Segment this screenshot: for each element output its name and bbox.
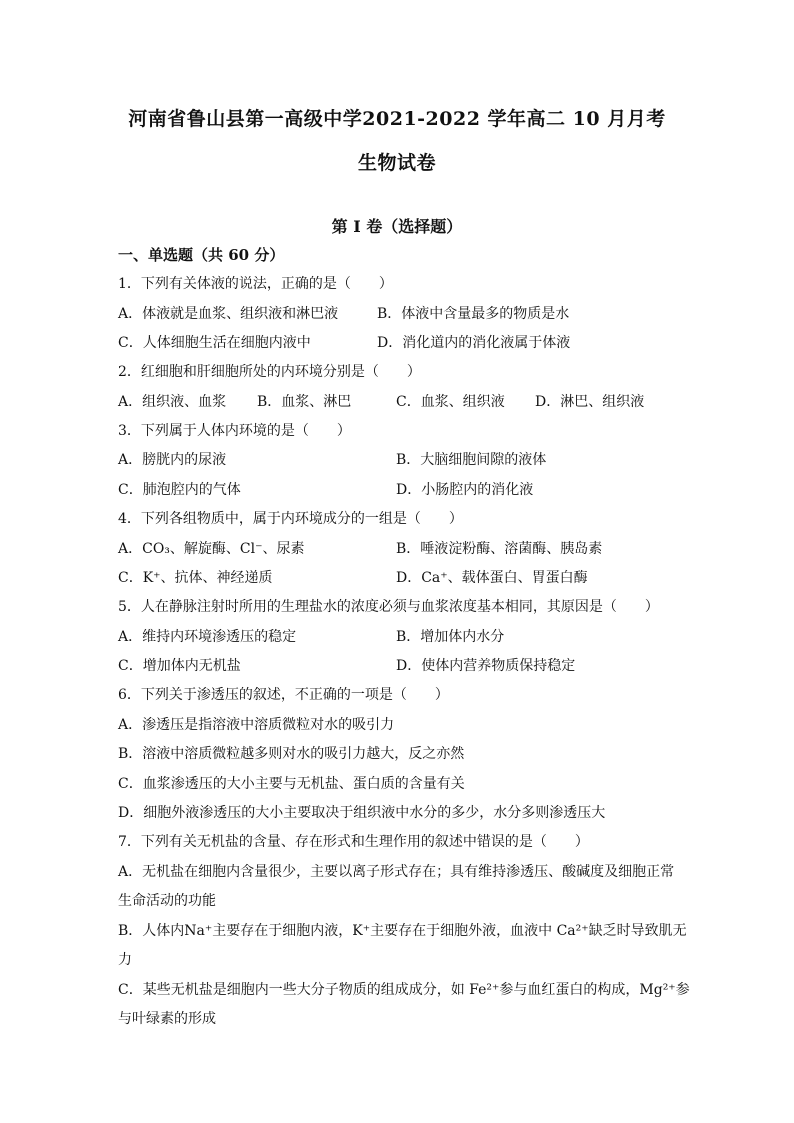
question-2-option-a: A．组织液、血浆: [118, 394, 227, 410]
question-1-stem: 1．下列有关体液的说法，正确的是（ ）: [118, 276, 393, 292]
question-5-option-d: D．使体内营养物质保持稳定: [396, 658, 576, 674]
section-heading: 第 I 卷（选择题）: [331, 217, 463, 236]
question-1-option-a: A．体液就是血浆、组织液和淋巴液: [118, 306, 339, 322]
question-5-stem: 5．人在静脉注射时所用的生理盐水的浓度必须与血浆浓度基本相同，其原因是（ ）: [118, 599, 659, 615]
question-3-stem: 3．下列属于人体内环境的是（ ）: [118, 423, 351, 439]
question-5-option-a: A．维持内环境渗透压的稳定: [118, 629, 297, 645]
exam-title: 河南省鲁山县第一高级中学2021-2022 学年高二 10 月月考: [128, 108, 666, 130]
question-7-option-a-line1: A．无机盐在细胞内含量很少，主要以离子形式存在；具有维持渗透压、酸碱度及细胞正常: [118, 864, 675, 880]
question-7-option-c-line2: 与叶绿素的形成: [118, 1011, 216, 1027]
part-heading: 一、单选题（共 60 分）: [118, 246, 285, 264]
question-6-stem: 6．下列关于渗透压的叙述，不正确的一项是（ ）: [118, 687, 449, 703]
question-6-option-b: B．溶液中溶质微粒越多则对水的吸引力越大，反之亦然: [118, 746, 465, 762]
question-4-option-a: A．CO₃、解旋酶、Cl⁻、尿素: [118, 541, 305, 557]
question-6-option-d: D．细胞外液渗透压的大小主要取决于组织液中水分的多少，水分多则渗透压大: [118, 805, 606, 821]
question-7-option-a-line2: 生命活动的功能: [118, 893, 216, 909]
question-7-option-b-line1: B．人体内Na⁺主要存在于细胞内液，K⁺主要存在于细胞外液，血液中 Ca²⁺缺乏时导致肌无: [118, 923, 687, 939]
question-4-option-c: C．K⁺、抗体、神经递质: [118, 570, 273, 586]
question-2-option-d: D．淋巴、组织液: [535, 394, 645, 410]
question-7-stem: 7．下列有关无机盐的含量、存在形式和生理作用的叙述中错误的是（ ）: [118, 834, 589, 850]
question-3-option-b: B．大脑细胞间隙的液体: [396, 452, 547, 468]
question-5-option-c: C．增加体内无机盐: [118, 658, 241, 674]
exam-subtitle: 生物试卷: [357, 152, 436, 174]
question-4-stem: 4．下列各组物质中，属于内环境成分的一组是（ ）: [118, 511, 463, 527]
question-7-option-c-line1: C．某些无机盐是细胞内一些大分子物质的组成成分，如 Fe²⁺参与血红蛋白的构成，Mg²⁺参: [118, 982, 690, 998]
question-1-option-d: D．消化道内的消化液属于体液: [377, 335, 571, 351]
question-7-option-b-line2: 力: [118, 952, 132, 968]
question-1-option-b: B．体液中含量最多的物质是水: [377, 306, 570, 322]
question-3-option-d: D．小肠腔内的消化液: [396, 482, 534, 498]
question-6-option-a: A．渗透压是指溶液中溶质微粒对水的吸引力: [118, 717, 395, 733]
question-2-option-b: B．血浆、淋巴: [257, 394, 352, 410]
question-5-option-b: B．增加体内水分: [396, 629, 505, 645]
question-2-stem: 2．红细胞和肝细胞所处的内环境分别是（ ）: [118, 364, 421, 380]
question-2-option-c: C．血浆、组织液: [396, 394, 505, 410]
question-6-option-c: C．血浆渗透压的大小主要与无机盐、蛋白质的含量有关: [118, 776, 465, 792]
question-4-option-b: B．唾液淀粉酶、溶菌酶、胰岛素: [396, 541, 603, 557]
question-3-option-c: C．肺泡腔内的气体: [118, 482, 241, 498]
question-3-option-a: A．膀胱内的尿液: [118, 452, 227, 468]
question-4-option-d: D．Ca⁺、载体蛋白、胃蛋白酶: [396, 570, 588, 586]
question-1-option-c: C．人体细胞生活在细胞内液中: [118, 335, 311, 351]
